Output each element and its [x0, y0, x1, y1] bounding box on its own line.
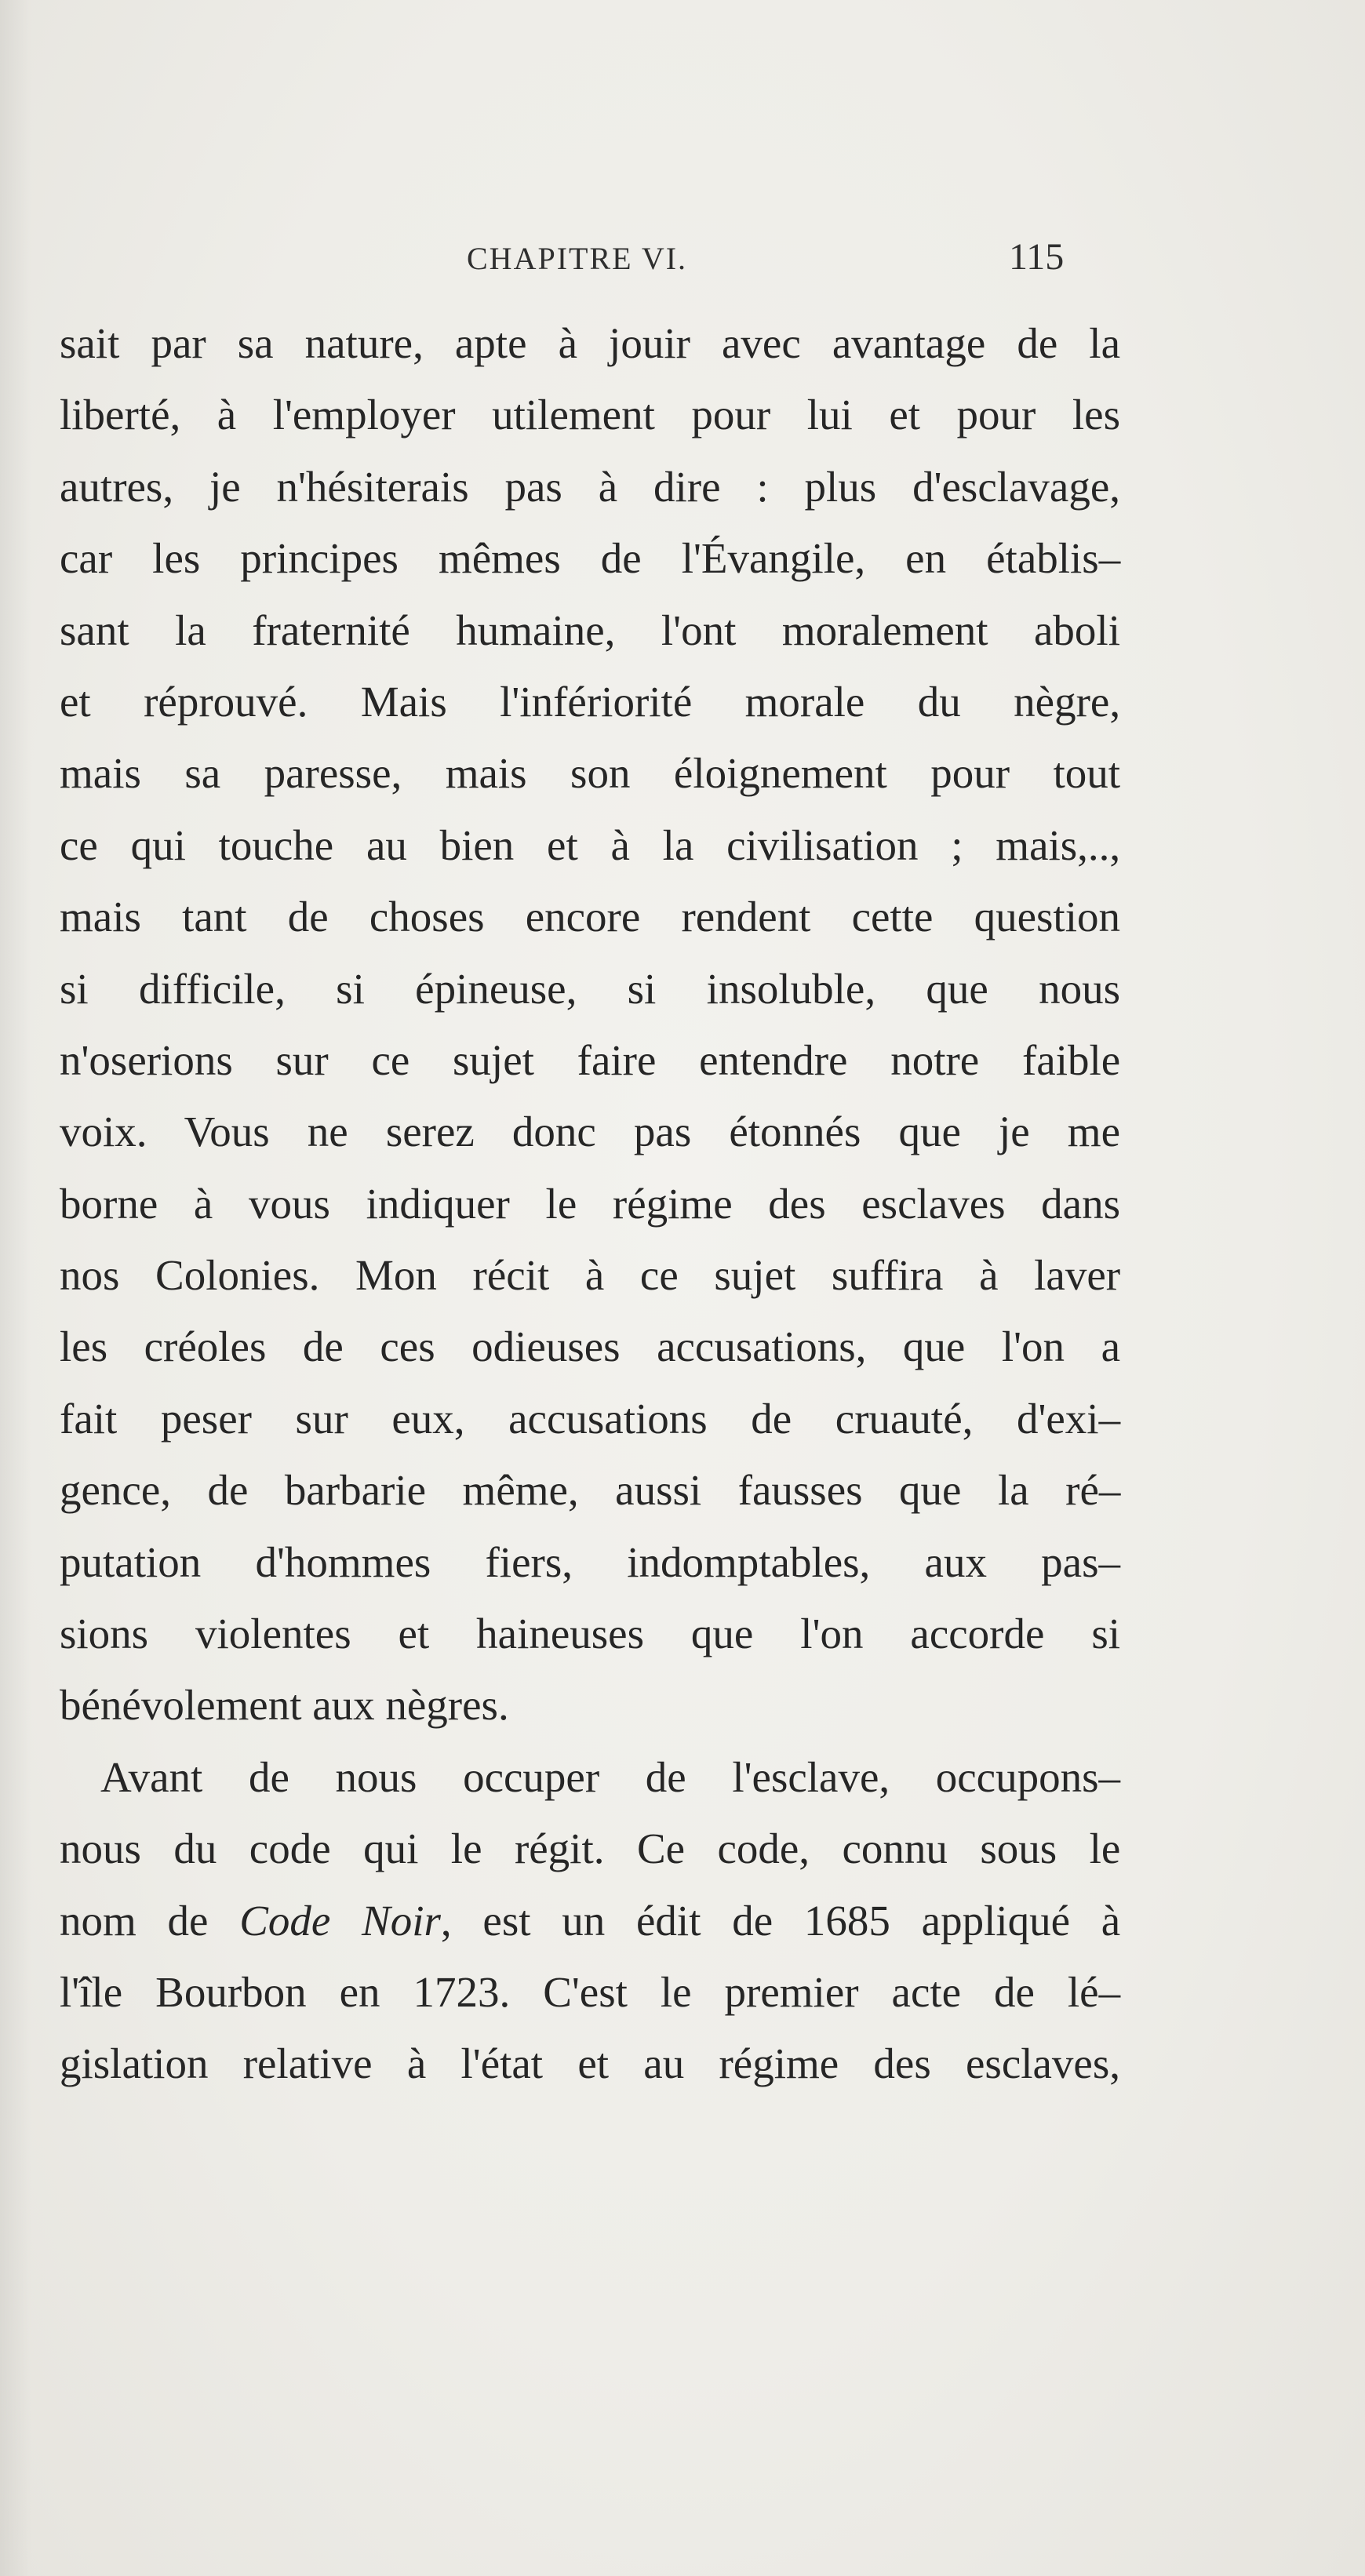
- text-segment: Avant de nous occuper de l'esclave, occupons–: [100, 1752, 1120, 1801]
- page-number: 115: [1009, 236, 1065, 278]
- text-segment: nom de: [60, 1896, 240, 1945]
- text-line: [60, 1239, 1120, 1311]
- text-segment: liberté, à l'employer utilement pour lui et pour les: [60, 391, 1120, 439]
- text-segment: putation d'hommes fiers, indomptables, aux pas–: [60, 1537, 1120, 1586]
- text-segment: n'oserions sur ce sujet faire entendre notre faible: [60, 1035, 1121, 1084]
- text-line: [60, 307, 1120, 379]
- text-segment: sait par sa nature, apte à jouir avec avantage de la: [60, 319, 1120, 367]
- text-segment: autres, je n'hésiterais pas à dire : plus d'esclavage,: [60, 462, 1120, 511]
- text-line: [60, 1526, 1120, 1598]
- text-line: [60, 522, 1120, 594]
- text-line: [60, 451, 1120, 522]
- text-segment: si difficile, si épineuse, si insoluble, que nous: [60, 964, 1121, 1013]
- text-line: [60, 1383, 1120, 1454]
- text-segment: voix. Vous ne serez donc pas étonnés que je me: [60, 1108, 1120, 1156]
- text-segment: gence, de barbarie même, aussi fausses que la ré–: [60, 1466, 1121, 1515]
- text-line: [60, 1311, 1120, 1382]
- text-segment: car les principes mêmes de l'Évangile, en établis–: [60, 534, 1121, 583]
- text-segment: les créoles de ces odieuses accusations, que l'on a: [60, 1323, 1120, 1371]
- text-line: [60, 1741, 1120, 1813]
- text-segment: et réprouvé. Mais l'infériorité morale du nègre,: [60, 677, 1121, 726]
- text-line: [60, 1885, 1120, 1956]
- text-segment: mais sa paresse, mais son éloignement pour tout: [60, 749, 1121, 798]
- text-line: [60, 953, 1120, 1024]
- text-line: [60, 1956, 1120, 2028]
- text-segment: bénévolement aux nègres.: [60, 1681, 509, 1730]
- text-line: [60, 1168, 1120, 1239]
- running-head: CHAPITRE VI.: [467, 241, 688, 276]
- text-segment: , est un édit de 1685 appliqué à: [440, 1896, 1121, 1945]
- text-line: [60, 595, 1120, 666]
- text-line: [60, 1096, 1120, 1167]
- text-segment: l'île Bourbon en 1723. C'est le premier acte de lé–: [60, 1967, 1121, 2016]
- text-line: [60, 2028, 1120, 2099]
- page-header: [0, 232, 1365, 287]
- text-segment: borne à vous indiquer le régime des esclaves dans: [60, 1179, 1120, 1228]
- text-segment: fait peser sur eux, accusations de cruauté, d'exi–: [60, 1394, 1121, 1443]
- text-segment: gislation relative à l'état et au régime des esclaves,: [60, 2039, 1120, 2088]
- text-line: [60, 1669, 1120, 1741]
- text-line: [60, 1813, 1120, 1884]
- text-segment: nos Colonies. Mon récit à ce sujet suffira à laver: [60, 1251, 1121, 1300]
- gutter-shadow: [0, 0, 31, 2576]
- text-line: [60, 1598, 1120, 1669]
- text-line: [60, 666, 1120, 737]
- text-segment: mais tant de choses encore rendent cette question: [60, 893, 1120, 941]
- text-segment: nous du code qui le régit. Ce code, connu sous le: [60, 1825, 1121, 1873]
- text-line: [60, 810, 1120, 881]
- text-line: [60, 737, 1120, 809]
- text-segment: ce qui touche au bien et à la civilisation ; mais,..,: [60, 820, 1121, 869]
- text-line: [60, 1024, 1120, 1096]
- text-line: [60, 379, 1120, 450]
- text-segment: sions violentes et haineuses que l'on accorde si: [60, 1610, 1120, 1658]
- text-segment: sant la fraternité humaine, l'ont moralement aboli: [60, 606, 1120, 654]
- italic-text: Code Noir: [239, 1896, 441, 1945]
- body-text: [60, 307, 1120, 2100]
- text-line: [60, 1454, 1120, 1526]
- text-line: [60, 881, 1120, 952]
